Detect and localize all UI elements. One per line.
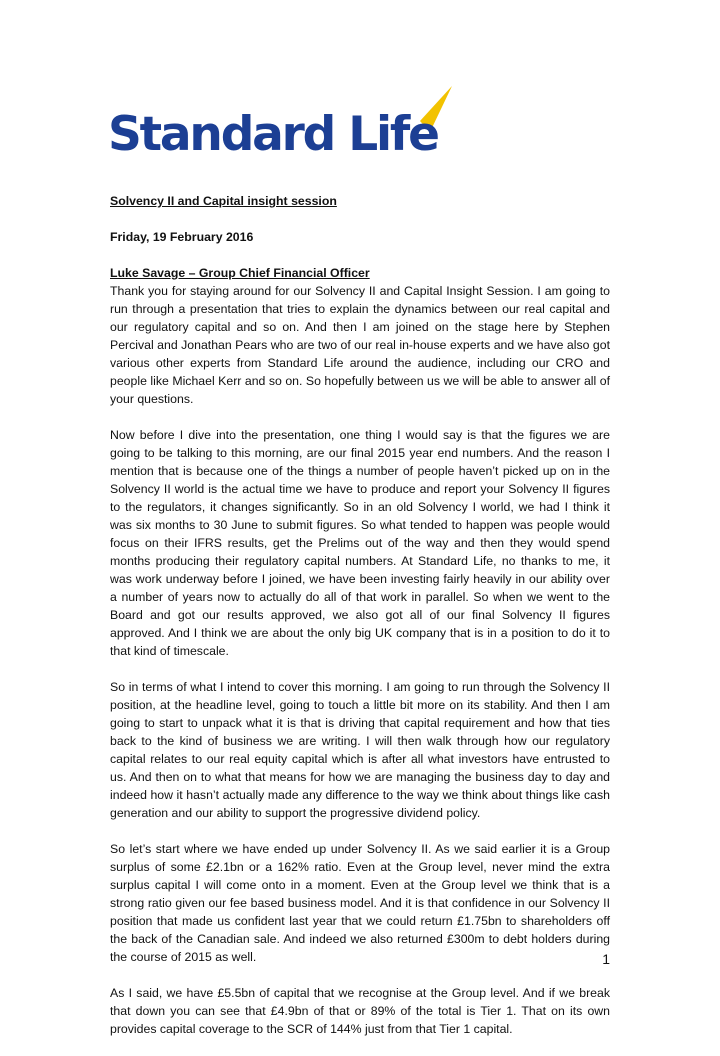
paragraph: So let’s start where we have ended up under Solvency II. As we said earlier it is a Group surplus of some £2.1bn or a 162% ratio. Even at the Group level, never mind the extra surplus capital I will come onto in a moment. Even at the Group level we think that is a strong ratio given our fee based business model. And it is that confidence in our Solvency II position that made us confident last year that we could return £1.75bn to shareholders off the back of the Canadian sale. And indeed we also returned £300m to debt holders during the course of 2015 as well. — [110, 842, 610, 964]
paragraph: Now before I dive into the presentation, one thing I would say is that the figures we are going to be talking to this morning, are our final 2015 year end numbers. And the reason I mention that is because one of the things a number of people haven’t picked up on in the Solvency II world is the actual time we have to produce and report your Solvency II figures to the regulators, it changes significantly. So in an old Solvency I world, we had I think it was six months to 30 June to submit figures. So what tended to happen was people would focus on their IFRS results, get the Prelims out of the way and then they would spend months producing their regulatory capital numbers. At Standard Life, no thanks to me, it was work underway before I joined, we have been investing fairly heavily in our ability over a number of years now to actually do all of that work in parallel. So when we went to the Board and got our results approved, we also got all of our final Solvency II figures approved. And I think we are about the only big UK company that is in a position to do it to that kind of timescale. — [110, 428, 610, 658]
paragraph: As I said, we have £5.5bn of capital that we recognise at the Group level. And if we break that down you can see that £4.9bn of that or 89% of the total is Tier 1. That on its own provides capital coverage to the SCR of 144% just from that Tier 1 capital. — [110, 986, 610, 1036]
paragraph: Thank you for staying around for our Solvency II and Capital Insight Session. I am going to run through a presentation that tries to explain the dynamics between our real capital and our regulatory capital and so on. And then I am joined on the stage here by Stephen Percival and Jonathan Pears who are two of our real in-house experts and we have also got various other experts from Standard Life around the audience, including our CRO and people like Michael Kerr and so on. So hopefully between us we will be able to answer all of your questions. — [110, 284, 610, 406]
page-number: 1 — [602, 951, 610, 967]
document-body — [110, 192, 610, 1056]
document-date: Friday, 19 February 2016 — [110, 230, 254, 244]
speaker-name: Luke Savage – Group Chief Financial Officer — [110, 266, 370, 280]
document-title: Solvency II and Capital insight session — [110, 194, 337, 208]
paragraph: So in terms of what I intend to cover this morning. I am going to run through the Solvency II position, at the headline level, going to touch a little bit more on its stability. And then I am going to start to unpack what it is that is driving that capital requirement and how that ties back to the kind of business we are writing. I will then walk through how our regulatory capital relates to our real equity capital which is after all what investors have entrusted to us. And then on to what that means for how we are managing the business day to day and indeed how it hasn’t actually made any difference to the way we think about things like cash generation and our ability to support the progressive dividend policy. — [110, 680, 610, 820]
logo-wordmark: Standard Life — [108, 107, 438, 162]
standard-life-logo — [108, 86, 458, 176]
